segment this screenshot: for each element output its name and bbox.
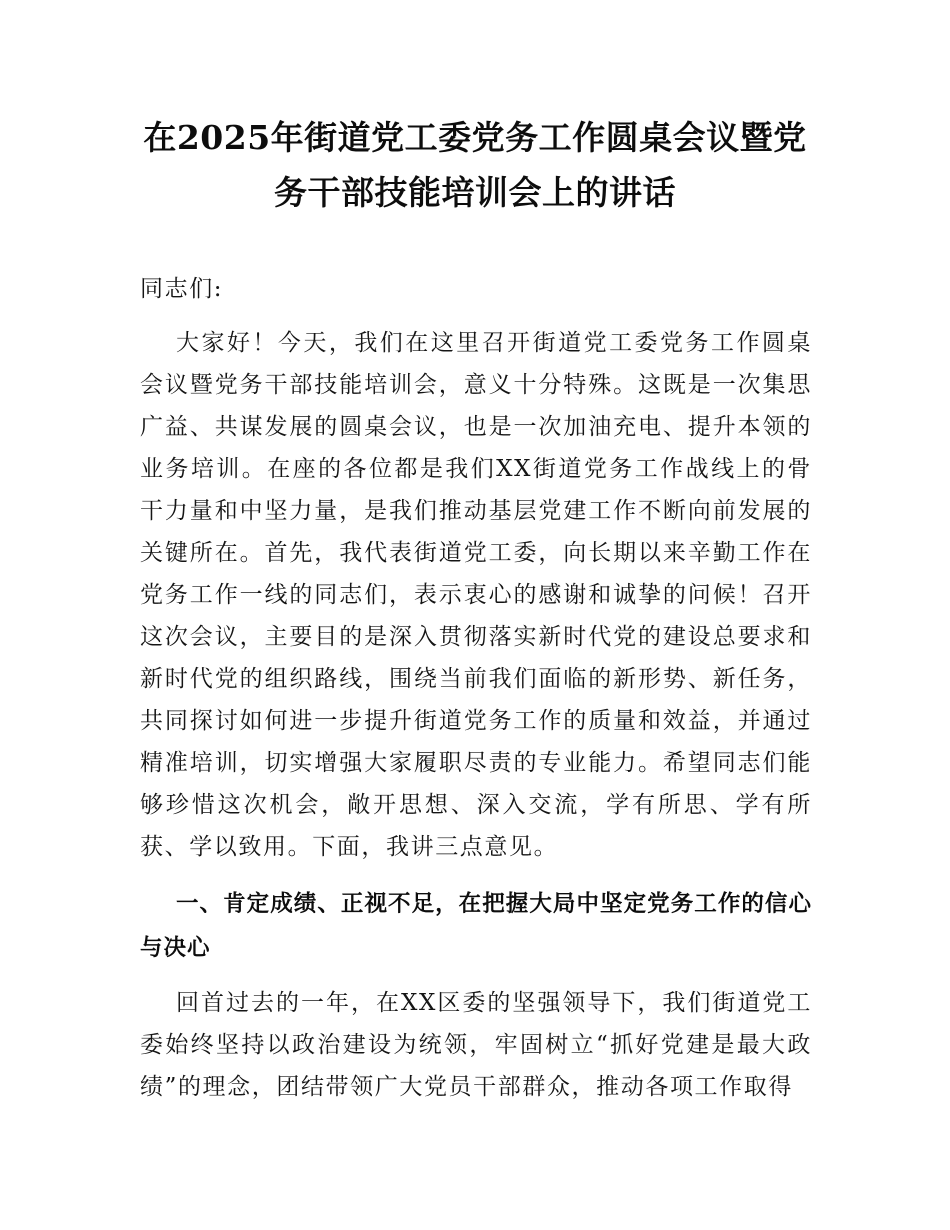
speech-body: [140, 268, 812, 1108]
section-1-paragraph: 回首过去的一年，在XX区委的坚强领导下，我们街道党工委始终坚持以政治建设为统领，牢固树立“抓好党建是最大政绩”的理念，团结带领广大党员干部群众，推动各项工作取得: [140, 990, 812, 1100]
title-line-2: 务干部技能培训会上的讲话: [274, 173, 676, 212]
title-line-1: 在2025年街道党工委党务工作圆桌会议暨党: [143, 118, 807, 157]
salutation: 同志们:: [140, 276, 224, 302]
section-heading-1: 一、肯定成绩、正视不足，在把握大局中坚定党务工作的信心与决心: [140, 891, 812, 961]
opening-paragraph: 大家好！今天，我们在这里召开街道党工委党务工作圆桌会议暨党务干部技能培训会，意义十分特殊。这既是一次集思广益、共谋发展的圆桌会议，也是一次加油充电、提升本领的业务培训。在座的各位都是我们XX街道党务工作战线上的骨干力量和中坚力量，是我们推动基层党建工作不断向前发展的关键所在。首先，我代表街道党工委，向长期以来辛勤工作在党务工作一线的同志们，表示衷心的感谢和诚挚的问候！召开这次会议，主要目的是深入贯彻落实新时代党的建设总要求和新时代党的组织路线，围绕当前我们面临的新形势、新任务，共同探讨如何进一步提升街道党务工作的质量和效益，并通过精准培训，切实增强大家履职尽责的专业能力。希望同志们能够珍惜这次机会，敞开思想、深入交流，学有所思、学有所获、学以致用。下面，我讲三点意见。: [140, 330, 812, 860]
page-title: [120, 110, 830, 220]
